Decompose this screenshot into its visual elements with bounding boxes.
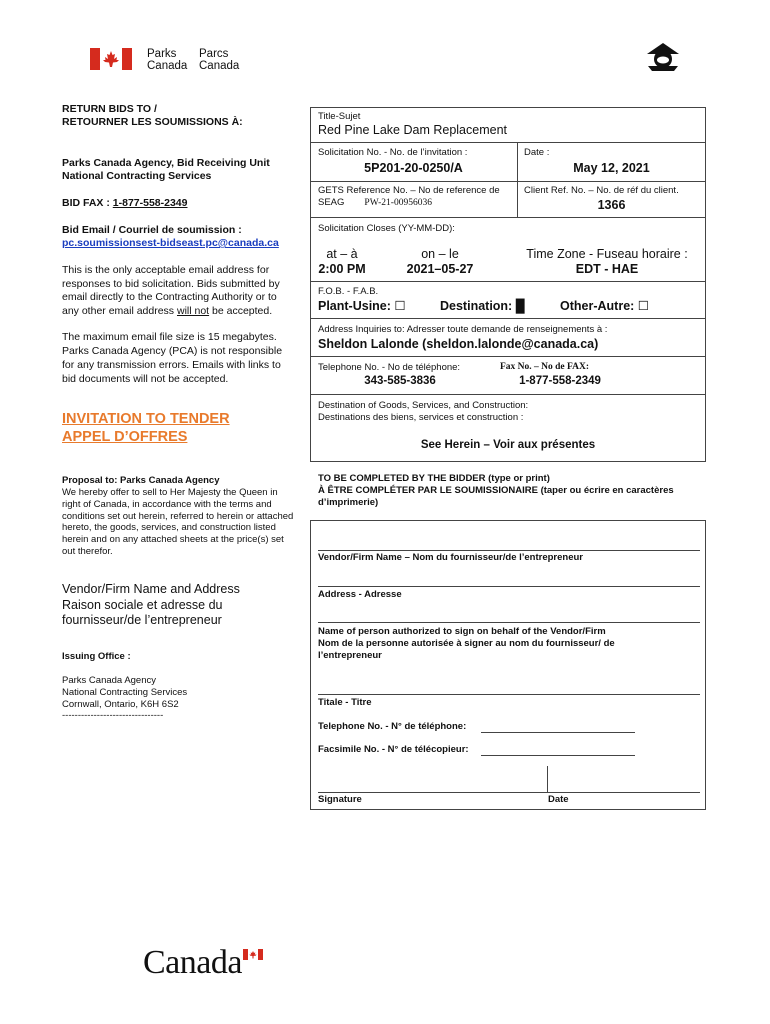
email-note (62, 264, 280, 318)
proposal-line2: right of Canada, in accordance with the terms and (62, 498, 272, 510)
gets-seag: SEAG (318, 197, 345, 208)
solicitation-value: 5P201-20-0250/A (364, 161, 463, 175)
issuing-line3: Cornwall, Ontario, K6H 6S2 (62, 698, 179, 710)
at-label: at – à (326, 247, 358, 261)
agency-line1: Parks Canada Agency, Bid Receiving Unit (62, 157, 270, 169)
address-inquiries-label: Address Inquiries to: Adresser toute demande de renseignements à : (318, 324, 608, 335)
destination-goods (318, 400, 528, 424)
vendor-heading-line1: Vendor/Firm Name and Address (62, 582, 240, 596)
proposal-line4: hereto, the goods, services, and construction listed (62, 522, 276, 534)
see-herein: See Herein – Voir aux présentes (420, 439, 596, 451)
plant-label: Plant-Usine: (318, 299, 395, 313)
authorized-label (318, 626, 615, 662)
fob-other (560, 299, 649, 314)
fob-plant (318, 299, 406, 314)
proposal-text (62, 487, 293, 558)
proposal-line3: conditions set out herein, referred to herein or attached (62, 510, 294, 522)
bidder-telephone-label: Telephone No. - N° de téléphone: (318, 721, 467, 732)
destination-label: Destination: (440, 299, 516, 313)
date-label: Date : (524, 147, 550, 158)
bid-fax-label: BID FAX : (62, 197, 113, 209)
proposal-line6: out therefor. (62, 545, 113, 557)
canada-flag-icon (90, 48, 132, 70)
signature-line[interactable] (318, 792, 700, 793)
closes-label: Solicitation Closes (YY-MM-DD): (318, 223, 455, 234)
return-bids-line2: RETOURNER LES SOUMISSIONS À: (62, 116, 243, 128)
authorized-line1: Name of person authorized to sign on behalf of the Vendor/Firm (318, 626, 606, 637)
bidder-heading-line3: d’imprimerie) (318, 497, 379, 508)
size-note (62, 330, 282, 386)
canada-wordmark (143, 944, 242, 982)
at-value: 2:00 PM (318, 262, 366, 276)
divider (310, 394, 706, 395)
proposal-label: Proposal to: Parks Canada Agency (62, 475, 220, 486)
divider (310, 356, 706, 357)
bidder-heading (318, 473, 674, 509)
gets-label-line2 (318, 197, 500, 209)
bidder-heading-line2: À ÊTRE COMPLÉTER PAR LE SOUMISSIONAIRE (taper ou écrire en caractères (318, 485, 674, 496)
invitation-line1: INVITATION TO TENDER (62, 411, 230, 427)
fax-label: Fax No. – No de FAX: (500, 362, 590, 372)
gets-value: PW-21-00956036 (364, 198, 432, 208)
logo-fr-line2: Canada (199, 60, 240, 72)
logo-en (147, 48, 187, 72)
bidder-facsimile-field[interactable] (481, 755, 635, 756)
beaver-emblem-icon (644, 42, 682, 72)
size-note-line4: bid documents will not be accepted. (62, 373, 229, 385)
telephone-value: 343-585-3836 (364, 375, 436, 387)
canada-wordmark-text: Canada (143, 944, 242, 981)
destination-goods-line1: Destination of Goods, Services, and Construction: (318, 400, 529, 411)
title-field-label: Titale - Titre (318, 697, 372, 708)
issuing-line2: National Contracting Services (62, 686, 188, 698)
bid-email-block (62, 224, 279, 250)
divider (310, 318, 706, 319)
bid-fax-value: 1-877-558-2349 (112, 197, 188, 209)
logo-en-line2: Canada (147, 60, 188, 72)
title-label: Title-Sujet (318, 111, 361, 122)
title-line[interactable] (318, 694, 700, 695)
return-bids-line1: RETURN BIDS TO / (62, 103, 157, 115)
divider (310, 181, 706, 182)
agency-line2: National Contracting Services (62, 170, 212, 182)
email-note-4a: any other email address (62, 304, 177, 317)
size-note-line3: for any transmission errors. Emails with links to (62, 359, 281, 371)
client-ref-label: Client Ref. No. – No. de réf du client. (524, 185, 679, 196)
size-note-line2: Parks Canada Agency (PCA) is not responsible (62, 345, 283, 357)
fax-value: 1-877-558-2349 (519, 375, 601, 387)
tz-label: Time Zone - Fuseau horaire : (526, 247, 688, 261)
divider (310, 142, 706, 143)
vendor-name-line[interactable] (318, 550, 700, 551)
email-note-4c: be accepted. (209, 304, 273, 317)
address-inquiries-value: Sheldon Lalonde (sheldon.lalonde@canada.ca) (318, 337, 599, 351)
logo-fr (199, 48, 239, 72)
invitation-heading (62, 410, 230, 446)
email-note-line1: This is the only acceptable email address for (62, 264, 270, 276)
destination-goods-line2: Destinations des biens, services et construction : (318, 412, 524, 423)
fob-label: F.O.B. - F.A.B. (318, 286, 379, 297)
divider (310, 217, 706, 218)
email-note-4b: will not (176, 304, 210, 317)
on-label: on – le (421, 247, 459, 261)
on-value: 2021–05-27 (406, 262, 474, 276)
gets-label (318, 185, 500, 209)
signature-date-divider (547, 766, 548, 792)
vendor-heading-line2: Raison sociale et adresse du (62, 597, 223, 612)
bid-fax (62, 197, 188, 210)
authorized-line2: Nom de la personne autorisée à signer au nom du fournisseur/ de (318, 638, 615, 649)
address-label: Address - Adresse (318, 589, 402, 600)
parks-canada-signature (90, 48, 250, 74)
size-note-line1: The maximum email file size is 15 megabytes. (62, 331, 277, 343)
proposal-line1: We hereby offer to sell to Her Majesty the Queen in (62, 487, 278, 498)
telephone-label: Telephone No. - No de téléphone: (318, 362, 461, 373)
signature-label: Signature (318, 794, 362, 805)
email-note-line3: email directly to the Contracting Authority or to (62, 291, 277, 303)
invitation-line2: APPEL D’OFFRES (62, 429, 188, 445)
issuing-office-label: Issuing Office : (62, 651, 131, 662)
email-note-line4 (62, 305, 280, 319)
vendor-name-label: Vendor/Firm Name – Nom du fournisseur/de l’entrepreneur (318, 552, 584, 563)
wordmark-flag-icon (243, 949, 263, 960)
return-bids-heading (62, 103, 243, 129)
vendor-heading-line3: fournisseur/de l’entrepreneur (62, 613, 222, 627)
gets-label-line1: GETS Reference No. – No de reference de (318, 185, 500, 196)
solicitation-label: Solicitation No. - No. de l’invitation : (318, 147, 468, 158)
divider (310, 281, 706, 282)
date-value: May 12, 2021 (573, 161, 650, 175)
plant-checkbox[interactable]: ☐ (394, 299, 406, 313)
vendor-address-heading (62, 582, 240, 629)
tz-value: EDT - HAE (575, 262, 639, 276)
agency-block (62, 157, 270, 183)
address-line[interactable] (318, 586, 700, 587)
other-label: Other-Autre: (560, 299, 638, 313)
destination-checkbox[interactable]: █ (515, 299, 525, 313)
logo-en-line1: Parks (147, 48, 177, 60)
bid-email-label: Bid Email / Courriel de soumission : (62, 224, 242, 236)
email-note-line2: responses to bid solicitation. Bids submitted by (62, 277, 280, 290)
issuing-line1: Parks Canada Agency (62, 675, 157, 686)
fob-destination (440, 299, 525, 314)
title-value: Red Pine Lake Dam Replacement (318, 123, 507, 137)
date-field-label: Date (548, 794, 569, 805)
authorized-line3: l’entrepreneur (318, 650, 382, 661)
issuing-line4: -------------------------------- (62, 710, 164, 722)
bidder-facsimile-label: Facsimile No. - N° de télécopieur: (318, 744, 469, 755)
bid-email-link[interactable]: pc.soumissionsest-bidseast.pc@canada.ca (62, 237, 279, 249)
proposal-line5: herein and on any attached sheets at the price(s) set (62, 534, 284, 546)
issuing-office-address (62, 675, 187, 722)
bidder-heading-line1: TO BE COMPLETED BY THE BIDDER (type or print) (318, 473, 550, 484)
other-checkbox[interactable]: ☐ (637, 299, 649, 313)
client-ref-value: 1366 (597, 198, 626, 212)
bidder-telephone-field[interactable] (481, 732, 635, 733)
authorized-line[interactable] (318, 622, 700, 623)
logo-fr-line1: Parcs (199, 48, 229, 60)
